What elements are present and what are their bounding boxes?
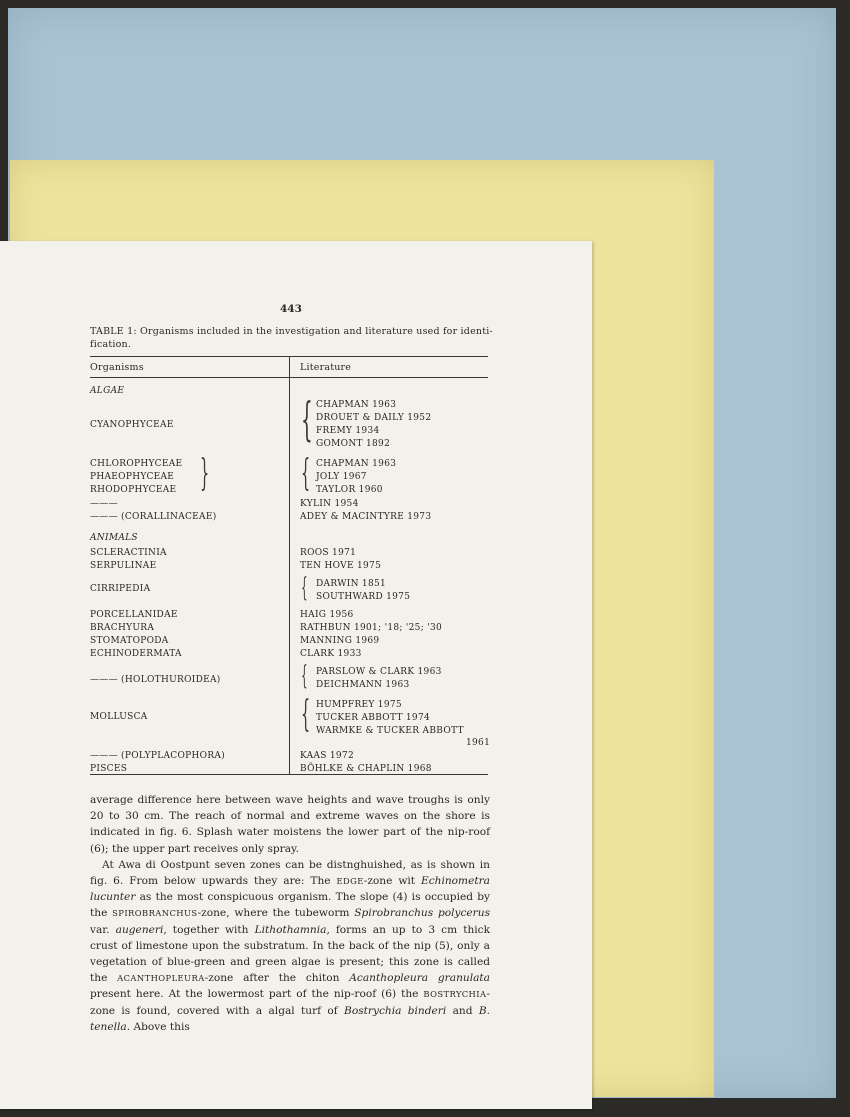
brace-cyanophyceae: { [301, 392, 313, 446]
organism-dash: ——— [90, 499, 118, 509]
literature-item: HUMPFREY 1975 [316, 700, 402, 710]
brace-mollusca: { [301, 694, 311, 735]
brace-cirripedia: { [301, 573, 308, 603]
organism-cirripedia: CIRRIPEDIA [90, 584, 151, 594]
column-header-literature: Literature [300, 362, 352, 373]
literature-item: DARWIN 1851 [316, 579, 387, 589]
literature-item: CHAPMAN 1963 [316, 459, 397, 469]
literature-item: MANNING 1969 [300, 636, 380, 646]
organism-cyanophyceae: CYANOPHYCEAE [90, 420, 174, 430]
organism-serpulinae: SERPULINAE [90, 561, 157, 571]
organism-chlorophyceae: CHLOROPHYCEAE [90, 459, 183, 469]
organism-brachyura: BRACHYURA [90, 623, 155, 633]
literature-item: WARMKE & TUCKER ABBOTT [316, 726, 464, 736]
literature-item: DROUET & DAILY 1952 [316, 413, 432, 423]
organism-phaeophyceae: PHAEOPHYCEAE [90, 472, 175, 482]
front-page [0, 241, 592, 1109]
organism-stomatopoda: STOMATOPODA [90, 636, 169, 646]
section-heading-animals: ANIMALS [90, 533, 138, 543]
organism-polyplacophora: ——— (POLYPLACOPHORA) [90, 751, 226, 761]
brace-holothuroidea: { [301, 661, 308, 691]
literature-item: TUCKER ABBOTT 1974 [316, 713, 431, 723]
literature-item: RATHBUN 1901; '18; '25; '30 [300, 623, 443, 633]
organism-echinodermata: ECHINODERMATA [90, 649, 182, 659]
organism-porcellanidae: PORCELLANIDAE [90, 610, 178, 620]
literature-item: BÖHLKE & CHAPLIN 1968 [300, 764, 432, 774]
section-heading-algae: ALGAE [90, 386, 125, 396]
literature-item: ADEY & MACINTYRE 1973 [300, 512, 432, 522]
body-text [90, 792, 490, 1035]
literature-item: HAIG 1956 [300, 610, 354, 620]
literature-item: FREMY 1934 [316, 426, 380, 436]
literature-item: DEICHMANN 1963 [316, 680, 410, 690]
table-bottom-rule [90, 774, 488, 775]
page-number: 443 [280, 303, 302, 315]
literature-item: CLARK 1933 [300, 649, 362, 659]
organism-holothuroidea: ——— (HOLOTHUROIDEA) [90, 675, 221, 685]
organism-mollusca: MOLLUSCA [90, 712, 148, 722]
literature-item: GOMONT 1892 [316, 439, 391, 449]
organism-scleractinia: SCLERACTINIA [90, 548, 167, 558]
literature-item: JOLY 1967 [316, 472, 367, 482]
literature-item: ROOS 1971 [300, 548, 357, 558]
literature-item: 1961 [466, 738, 491, 748]
literature-item: PARSLOW & CLARK 1963 [316, 667, 442, 677]
literature-item: TAYLOR 1960 [316, 485, 383, 495]
organism-corallinaceae: ——— (CORALLINACEAE) [90, 512, 217, 522]
brace-algae-groups: } [200, 453, 210, 494]
organism-pisces: PISCES [90, 764, 128, 774]
literature-item: SOUTHWARD 1975 [316, 592, 411, 602]
paragraph-1: average difference here between wave heights and wave troughs is only 20 to 30 cm. The reach of normal and extreme waves on the shore is indicated in fig. 6. Splash water moistens the lower part of the nip-roof (6); the upper part receives only spray. [90, 794, 490, 855]
literature-item: KYLIN 1954 [300, 499, 359, 509]
paragraph-2: At Awa di Oostpunt seven zones can be distnghuished, as is shown in fig. 6. From below upwards they are: The EDGE-zone wit Echinometra lucunter as the most conspicuous organism. The slope (4) is occupied by the SPIROBRANCHUS-zone, where the tubeworm Spirobranchus polycerus var. augeneri, together with Lithothamnia, forms an up to 3 cm thick crust of limestone upon the substratum. In the back of the nip (5), only a vegetation of blue-green and green algae is present; this zone is called the ACANTHOPLEURA-zone after the chiton Acanthopleura granulata present here. At the lowermost part of the nip-roof (6) the BOSTRYCHIA-zone is found, covered with a algal turf of Bostrychia binderi and B. tenella. Above this [90, 858, 491, 1033]
literature-item: CHAPMAN 1963 [316, 400, 397, 410]
organism-rhodophyceae: RHODOPHYCEAE [90, 485, 177, 495]
table-caption-line1: TABLE 1: Organisms included in the investigation and literature used for identi- [90, 326, 493, 337]
table-column-divider [289, 356, 290, 774]
column-header-organisms: Organisms [90, 362, 144, 373]
brace-algae-literature: { [301, 453, 311, 494]
literature-item: KAAS 1972 [300, 751, 354, 761]
table-caption-line2: fication. [90, 339, 132, 350]
literature-item: TEN HOVE 1975 [300, 561, 382, 571]
